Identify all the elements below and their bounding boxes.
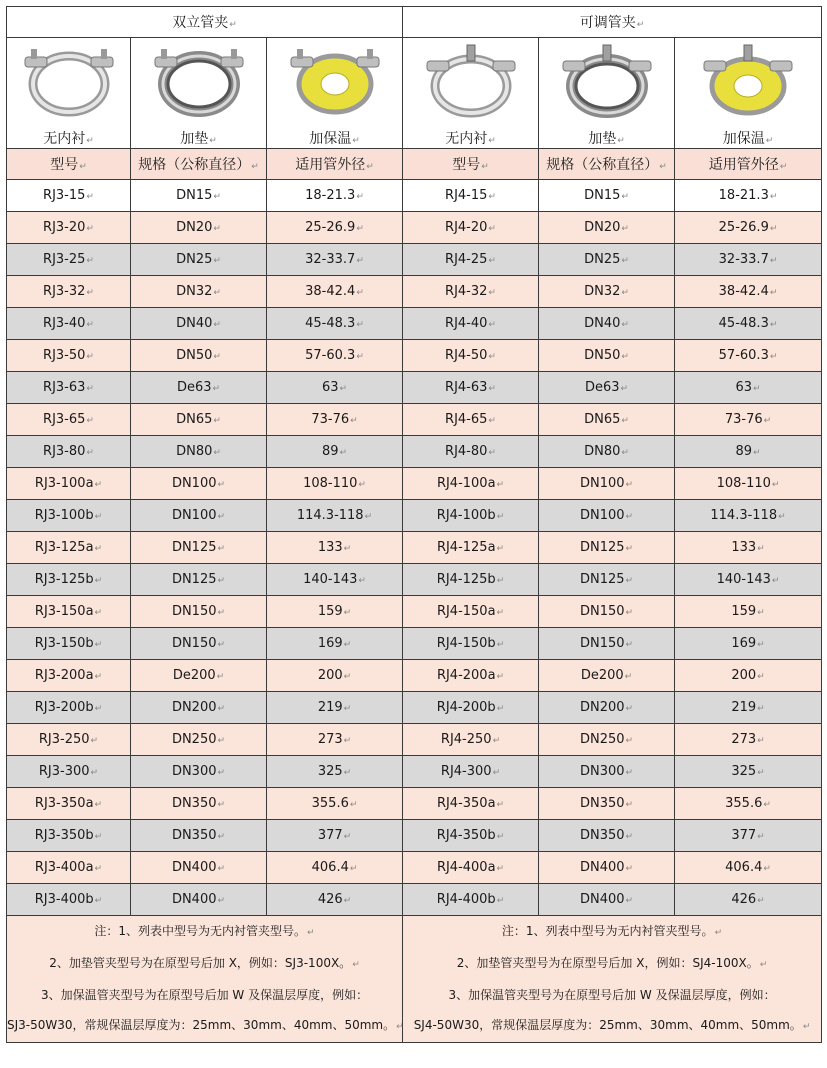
variant-cell: 无内衬↵ (403, 38, 539, 149)
table-cell: DN100↵ (539, 500, 675, 532)
table-cell: DN150↵ (539, 596, 675, 628)
table-cell: 32-33.7↵ (267, 244, 403, 276)
table-cell: DN15↵ (131, 180, 267, 212)
image-row (7, 38, 822, 149)
table-cell: RJ4-65↵ (403, 404, 539, 436)
table-cell: 377↵ (675, 820, 822, 852)
table-cell: DN200↵ (539, 692, 675, 724)
table-cell: RJ4-400a↵ (403, 852, 539, 884)
table-cell: 200↵ (675, 660, 822, 692)
table-cell: RJ3-50↵ (7, 340, 131, 372)
table-cell: RJ3-150a↵ (7, 596, 131, 628)
table-cell: 355.6↵ (267, 788, 403, 820)
table-cell: 32-33.7↵ (675, 244, 822, 276)
table-cell: De200↵ (539, 660, 675, 692)
table-cell: 38-42.4↵ (267, 276, 403, 308)
table-cell: RJ3-20↵ (7, 212, 131, 244)
table-cell: RJ3-250↵ (7, 724, 131, 756)
table-cell: DN80↵ (131, 436, 267, 468)
table-cell: DN32↵ (131, 276, 267, 308)
note-line: 注：1、列表中型号为无内衬管夹型号。↵ (94, 924, 315, 938)
notes-left (7, 916, 403, 1043)
table-cell: RJ4-50↵ (403, 340, 539, 372)
table-cell: DN350↵ (539, 820, 675, 852)
table-row (7, 340, 822, 372)
table-cell: 89↵ (267, 436, 403, 468)
table-cell: RJ4-20↵ (403, 212, 539, 244)
group-header-row (7, 7, 822, 38)
group-title-left: 双立管夹↵ (7, 7, 403, 38)
table-cell: 73-76↵ (675, 404, 822, 436)
table-cell: RJ3-125a↵ (7, 532, 131, 564)
note-line: 2、加垫管夹型号为在原型号后加 X，例如：SJ4-100X。↵ (456, 956, 768, 970)
table-cell: DN150↵ (131, 596, 267, 628)
table-cell: 57-60.3↵ (267, 340, 403, 372)
table-cell: 159↵ (675, 596, 822, 628)
table-cell: RJ3-300↵ (7, 756, 131, 788)
table-cell: RJ4-350b↵ (403, 820, 539, 852)
table-cell: RJ3-65↵ (7, 404, 131, 436)
table-cell: De63↵ (131, 372, 267, 404)
table-cell: RJ3-80↵ (7, 436, 131, 468)
column-header: 适用管外径↵ (675, 149, 822, 180)
table-cell: 200↵ (267, 660, 403, 692)
table-cell: DN350↵ (131, 820, 267, 852)
variant-cell: 无内衬↵ (7, 38, 131, 149)
table-cell: RJ4-200b↵ (403, 692, 539, 724)
table-cell: RJ4-150b↵ (403, 628, 539, 660)
clamp-insulated-icon (675, 38, 821, 120)
table-cell: DN40↵ (539, 308, 675, 340)
table-cell: 377↵ (267, 820, 403, 852)
table-cell: DN150↵ (539, 628, 675, 660)
table-cell: RJ3-200a↵ (7, 660, 131, 692)
table-cell: DN400↵ (539, 884, 675, 916)
table-cell: 63↵ (267, 372, 403, 404)
spec-table (6, 6, 822, 1043)
table-cell: 273↵ (675, 724, 822, 756)
table-cell: DN300↵ (539, 756, 675, 788)
table-cell: DN350↵ (131, 788, 267, 820)
table-cell: RJ4-350a↵ (403, 788, 539, 820)
table-cell: 426↵ (675, 884, 822, 916)
table-cell: RJ4-63↵ (403, 372, 539, 404)
table-cell: DN200↵ (131, 692, 267, 724)
clamp-plain-icon (403, 38, 538, 120)
table-cell: 273↵ (267, 724, 403, 756)
table-cell: 406.4↵ (267, 852, 403, 884)
table-cell: RJ4-32↵ (403, 276, 539, 308)
note-line: SJ3-50W30，常规保温层厚度为：25mm、30mm、40mm、50mm。↵ (7, 1018, 404, 1032)
table-cell: DN50↵ (131, 340, 267, 372)
table-cell: DN65↵ (539, 404, 675, 436)
table-row (7, 788, 822, 820)
variant-cell: 加垫↵ (131, 38, 267, 149)
table-cell: RJ3-15↵ (7, 180, 131, 212)
table-row (7, 244, 822, 276)
table-cell: 219↵ (675, 692, 822, 724)
table-row (7, 212, 822, 244)
table-cell: De63↵ (539, 372, 675, 404)
table-cell: 219↵ (267, 692, 403, 724)
table-row (7, 404, 822, 436)
column-header-row (7, 149, 822, 180)
table-cell: 57-60.3↵ (675, 340, 822, 372)
note-line: 3、加保温管夹型号为在原型号后加 W 及保温层厚度，例如： (40, 988, 369, 1002)
table-cell: DN350↵ (539, 788, 675, 820)
table-cell: De200↵ (131, 660, 267, 692)
table-cell: RJ4-40↵ (403, 308, 539, 340)
table-row (7, 820, 822, 852)
table-cell: RJ4-100a↵ (403, 468, 539, 500)
table-cell: 73-76↵ (267, 404, 403, 436)
table-cell: RJ4-300↵ (403, 756, 539, 788)
table-cell: 169↵ (267, 628, 403, 660)
table-cell: 159↵ (267, 596, 403, 628)
table-cell: 45-48.3↵ (675, 308, 822, 340)
table-row (7, 372, 822, 404)
table-cell: 133↵ (675, 532, 822, 564)
variant-cell: 加保温↵ (267, 38, 403, 149)
table-row (7, 596, 822, 628)
table-cell: RJ3-125b↵ (7, 564, 131, 596)
note-line: 3、加保温管夹型号为在原型号后加 W 及保温层厚度，例如： (448, 988, 776, 1002)
table-cell: 133↵ (267, 532, 403, 564)
table-cell: 18-21.3↵ (267, 180, 403, 212)
table-cell: DN150↵ (131, 628, 267, 660)
group-title-right: 可调管夹↵ (403, 7, 822, 38)
table-cell: 140-143↵ (675, 564, 822, 596)
note-line: 注：1、列表中型号为无内衬管夹型号。↵ (501, 924, 723, 938)
table-row (7, 724, 822, 756)
table-cell: RJ4-100b↵ (403, 500, 539, 532)
table-row (7, 884, 822, 916)
table-row (7, 692, 822, 724)
table-cell: RJ3-200b↵ (7, 692, 131, 724)
table-row (7, 756, 822, 788)
table-cell: DN125↵ (131, 564, 267, 596)
table-cell: DN25↵ (539, 244, 675, 276)
table-row (7, 564, 822, 596)
clamp-padded-icon (539, 38, 674, 120)
variant-cell: 加垫↵ (539, 38, 675, 149)
table-cell: 38-42.4↵ (675, 276, 822, 308)
table-cell: 45-48.3↵ (267, 308, 403, 340)
table-cell: 140-143↵ (267, 564, 403, 596)
table-cell: 108-110↵ (675, 468, 822, 500)
column-header: 规格（公称直径）↵ (539, 149, 675, 180)
column-header: 型号↵ (7, 149, 131, 180)
column-header: 型号↵ (403, 149, 539, 180)
table-cell: 114.3-118↵ (675, 500, 822, 532)
clamp-insulated-icon (267, 38, 402, 120)
table-cell: RJ3-100b↵ (7, 500, 131, 532)
table-cell: 406.4↵ (675, 852, 822, 884)
table-cell: DN20↵ (539, 212, 675, 244)
note-line: 2、加垫管夹型号为在原型号后加 X，例如：SJ3-100X。↵ (49, 956, 360, 970)
table-cell: 25-26.9↵ (675, 212, 822, 244)
table-cell: DN100↵ (539, 468, 675, 500)
table-row (7, 500, 822, 532)
table-cell: DN100↵ (131, 468, 267, 500)
table-cell: 169↵ (675, 628, 822, 660)
notes-right (403, 916, 822, 1043)
table-row (7, 660, 822, 692)
table-row (7, 308, 822, 340)
table-cell: 426↵ (267, 884, 403, 916)
table-cell: RJ4-125a↵ (403, 532, 539, 564)
table-cell: DN125↵ (539, 564, 675, 596)
column-header: 适用管外径↵ (267, 149, 403, 180)
table-cell: 18-21.3↵ (675, 180, 822, 212)
table-row (7, 532, 822, 564)
table-cell: DN125↵ (539, 532, 675, 564)
table-cell: DN65↵ (131, 404, 267, 436)
table-cell: DN400↵ (131, 852, 267, 884)
table-cell: DN40↵ (131, 308, 267, 340)
table-cell: RJ4-15↵ (403, 180, 539, 212)
table-cell: RJ3-100a↵ (7, 468, 131, 500)
note-line: SJ4-50W30，常规保温层厚度为：25mm、30mm、40mm、50mm。↵ (413, 1018, 811, 1032)
table-cell: DN400↵ (131, 884, 267, 916)
table-cell: RJ4-250↵ (403, 724, 539, 756)
table-cell: RJ3-40↵ (7, 308, 131, 340)
table-row (7, 852, 822, 884)
table-cell: DN50↵ (539, 340, 675, 372)
table-row (7, 468, 822, 500)
table-cell: RJ4-80↵ (403, 436, 539, 468)
table-cell: RJ3-400a↵ (7, 852, 131, 884)
table-cell: RJ3-400b↵ (7, 884, 131, 916)
table-cell: RJ3-350a↵ (7, 788, 131, 820)
table-cell: 108-110↵ (267, 468, 403, 500)
table-cell: RJ3-25↵ (7, 244, 131, 276)
table-row (7, 628, 822, 660)
table-cell: 355.6↵ (675, 788, 822, 820)
table-cell: 25-26.9↵ (267, 212, 403, 244)
table-cell: DN125↵ (131, 532, 267, 564)
table-cell: RJ4-25↵ (403, 244, 539, 276)
table-row (7, 276, 822, 308)
column-header: 规格（公称直径）↵ (131, 149, 267, 180)
table-cell: RJ3-350b↵ (7, 820, 131, 852)
table-cell: RJ4-150a↵ (403, 596, 539, 628)
table-cell: DN15↵ (539, 180, 675, 212)
table-cell: RJ4-400b↵ (403, 884, 539, 916)
table-cell: DN20↵ (131, 212, 267, 244)
variant-cell: 加保温↵ (675, 38, 822, 149)
table-cell: RJ4-200a↵ (403, 660, 539, 692)
table-row (7, 436, 822, 468)
table-cell: RJ4-125b↵ (403, 564, 539, 596)
table-cell: DN400↵ (539, 852, 675, 884)
table-body (7, 180, 822, 916)
table-cell: DN100↵ (131, 500, 267, 532)
table-cell: RJ3-63↵ (7, 372, 131, 404)
table-cell: DN250↵ (539, 724, 675, 756)
table-cell: RJ3-150b↵ (7, 628, 131, 660)
table-cell: DN25↵ (131, 244, 267, 276)
table-cell: DN300↵ (131, 756, 267, 788)
table-cell: 325↵ (267, 756, 403, 788)
table-cell: DN250↵ (131, 724, 267, 756)
clamp-padded-icon (131, 38, 266, 120)
clamp-plain-icon (7, 38, 130, 120)
table-cell: 114.3-118↵ (267, 500, 403, 532)
table-cell: 63↵ (675, 372, 822, 404)
notes-row (7, 916, 822, 1043)
table-cell: DN32↵ (539, 276, 675, 308)
table-cell: 89↵ (675, 436, 822, 468)
table-row (7, 180, 822, 212)
table-cell: DN80↵ (539, 436, 675, 468)
table-cell: 325↵ (675, 756, 822, 788)
table-cell: RJ3-32↵ (7, 276, 131, 308)
